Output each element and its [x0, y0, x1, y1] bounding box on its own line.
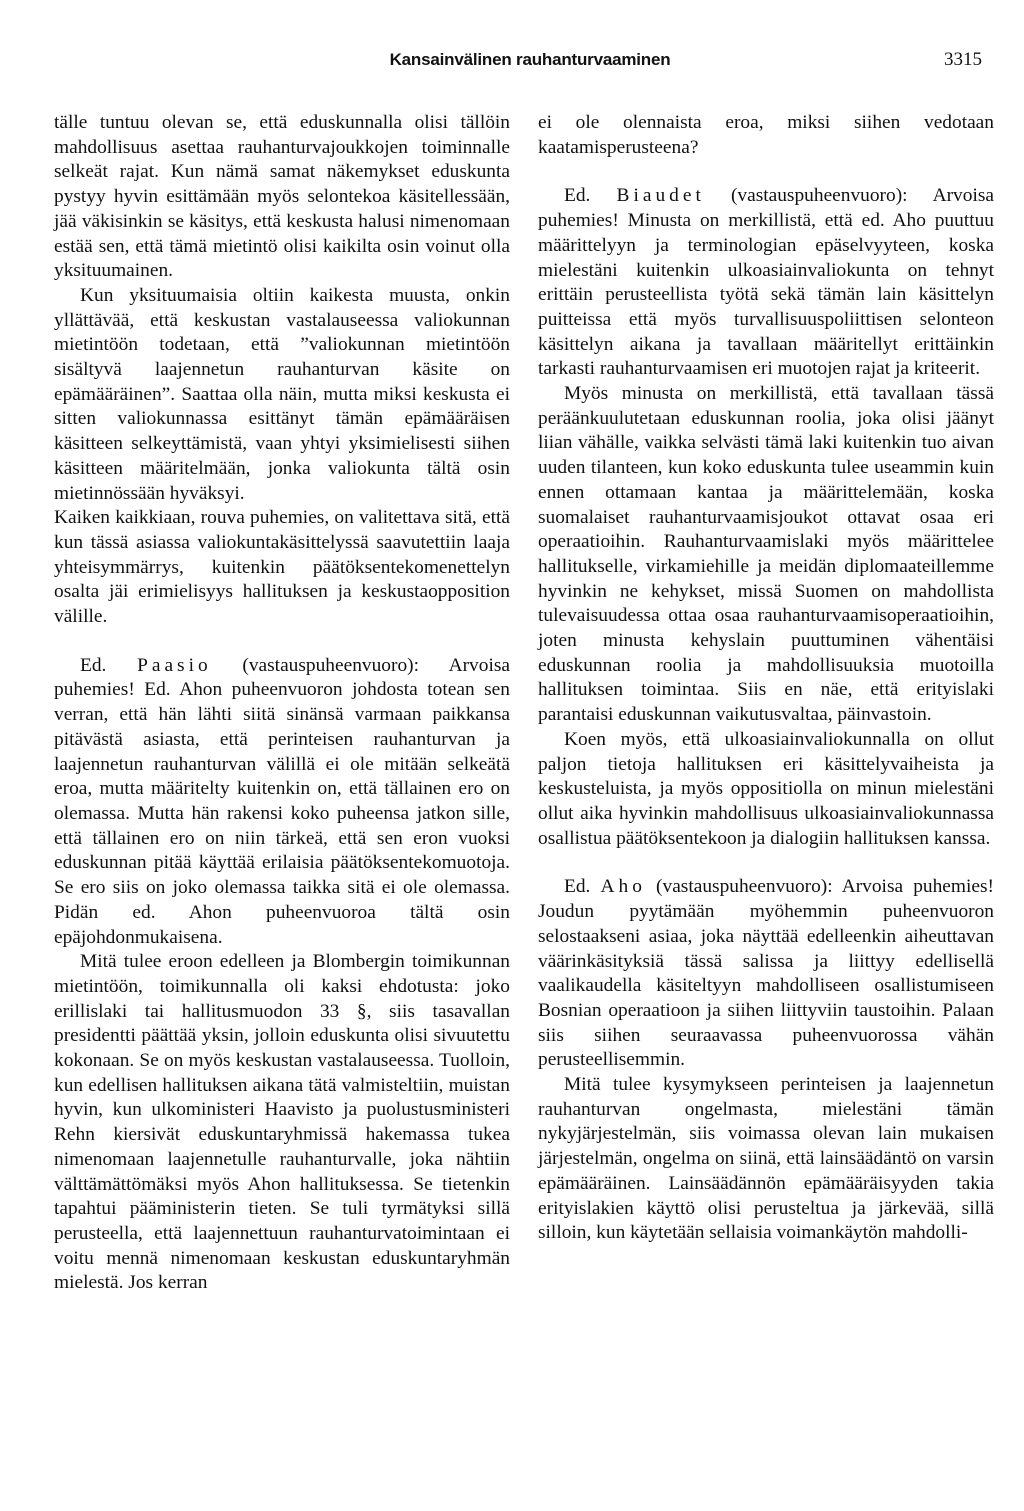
left-paragraph-1: tälle tuntuu olevan se, että eduskunnalla olisi tällöin mahdollisuus asettaa rauhanturvajoukkojen toiminnalle selkeät rajat. Kun nämä samat näkemykset eduskunta pystyy hyvin esittämään myös selontekoa käsitellessään, jää väkisinkin se käsitys, että keskusta halusi nimenomaan estää sen, että tämä mietintö olisi kaikilta osin voinut olla yksituumainen.: [54, 112, 510, 282]
page-header: [0, 50, 1024, 80]
left-paragraph-3: Kaiken kaikkiaan, rouva puhemies, on valitettava sitä, että kun tässä asiassa valiokuntakäsittelyssä saavutettiin laaja yhteisymmärrys, kuitenkin päätöksentekomenettelyn osalta jäi erimielisyys hallituksen ja keskustaopposition välille.: [54, 507, 510, 628]
speech-paasio: [54, 654, 510, 950]
speaker-name-paasio: Paasio: [137, 654, 212, 676]
page-number: 3315: [944, 49, 982, 70]
speech-text: (vastauspuheenvuoro): Arvoisa puhemies! Ed. Ahon puheenvuoron johdosta totean sen verran, että hän lähti siitä sinänsä varmaan paikkansa pitävästä asiasta, että perinteisen rauhanturvan ja laajennetun rauhanturvan välillä ei ole mitään selkeätä eroa, mutta määritelty kuitenkin on, että tällainen ero on olemassa. Mutta hän rakensi koko puheensa jatkon sille, että tällainen ero on niin tärkeä, että sen eron vuoksi eduskunnan pitää käyttää erilaisia päätöksentekomuotoja. Se ero siis on joko olemassa taikka sitä ei ole olemassa. Pidän ed. Ahon puheenvuoroa tältä osin epäjohdonmukaisena.: [54, 654, 510, 948]
speaker-name-biaudet: Biaudet: [616, 185, 705, 207]
speech-text: (vastauspuheenvuoro): Arvoisa puhemies! Minusta on merkillistä, että ed. Aho puuttuu määrittelyyn ja terminologian epäselvyyteen, koska mielestäni kuitenkin ulkoasiainvaliokunta on tehnyt erittäin perusteellista työtä sekä tämän lain käsittelyn puitteissa että myös turvallisuuspoliittisen selonteon käsittelyn aikana ja tavallaan määritellyt erittäinkin tarkasti rauhanturvaamisen eri muotojen rajat ja kriteerit.: [538, 185, 994, 380]
running-title: Kansainvälinen rauhanturvaaminen: [389, 50, 671, 69]
speaker-name-aho: Aho: [600, 876, 646, 898]
right-column: [538, 111, 994, 1246]
speech-aho: [538, 875, 994, 1073]
speech-prefix: Ed.: [564, 876, 601, 898]
right-paragraph-3: Myös minusta on merkillistä, että tavallaan tässä peräänkuulutetaan eduskunnan roolia, joka olisi jäänyt liian vähälle, vaikka selvästi tämä laki kuitenkin tuo aivan uuden tilanteen, kun koko eduskunta tulee useammin kuin ennen ottamaan kantaa ja määrittelemään, koska suomalaiset rauhanturvaamisjoukot ottavat osaa eri operaatioihin. Rauhanturvaamislaki myös määrittelee hallitukselle, virkamiehille ja meidän diplomaateillemme hyvinkin ne kehykset, missä Suomen on mahdollista tulevaisuudessa ottaa osaa rauhanturvaamisoperaatioihin, joten minusta kehyslain puuttuminen vähentäisi eduskunnan roolia ja mahdollisuuksia muotoilla hallituksen toimintaa. Siis en näe, että erityislaki parantaisi eduskunnan vaikutusvaltaa, päinvastoin.: [538, 383, 994, 726]
speech-text: (vastauspuheenvuoro): Arvoisa puhemies! Joudun pyytämään myöhemmin puheenvuoron selostaakseni asiaa, joka näyttää edelleenkin aiheuttavan väärinkäsityksiä tässä salissa ja liittyy edellisellä vaalikaudella käsiteltyyn mahdolliseen osallistumiseen Bosnian operaatioon ja siihen liittyviin taustoihin. Palaan siis siihen seuraavassa puheenvuorossa vähän perusteellisemmin.: [538, 876, 994, 1071]
speech-biaudet: [538, 184, 994, 382]
right-paragraph-4: Koen myös, että ulkoasiainvaliokunnalla on ollut paljon tietoja hallituksen eri käsittelyvaiheista ja keskusteluista, ja myös oppositiolla on minun mielestäni ollut aika hyvinkin mahdollisuus ulkoasiainvaliokunnassa osallistua päätöksentekoon ja dialogiin hallituksen kanssa.: [538, 728, 994, 849]
speech-prefix: Ed.: [80, 654, 138, 676]
left-paragraph-5: Mitä tulee eroon edelleen ja Blombergin toimikunnan mietintöön, toimikunnalla oli kaksi ehdotusta: joko erillislaki tai hallitusmuodon 33 §, siis tasavallan presidentti päättää yksin, jolloin eduskunta olisi sivuutettu kokonaan. Se on myös keskustan vastalauseessa. Tuolloin, kun edellisen hallituksen aikana tätä valmisteltiin, muistan hyvin, kun ulkoministeri Haavisto ja puolustusministeri Rehn kiersivät eduskuntaryhmissä hakemassa tukea nimenomaan laajennetulle rauhanturvalle, joka nähtiin välttämättömäksi myös Ahon hallituksessa. Se tietenkin tapahtui pääministerin tieten. Se tuli tyrmätyksi sillä perusteella, että laajennettuun rauhanturvatoimintaan ei voitu mennä nimenomaan keskustan eduskuntaryhmän mielestä. Jos kerran: [54, 951, 510, 1294]
right-paragraph-6: Mitä tulee kysymykseen perinteisen ja laajennetun rauhanturvan ongelmasta, mielestäni tämän nykyjärjestelmän, siis voimassa olevan lain mukaisen järjestelmän, ongelma on siinä, että lainsäädäntö on varsin epämääräinen. Lainsäädännön epämääräisyyden takia erityislakien käyttö olisi perusteltua ja järkevää, sillä silloin, kun käytetään sellaisia voimankäytön mahdolli-: [538, 1074, 994, 1244]
left-paragraph-2: Kun yksituumaisia oltiin kaikesta muusta, onkin yllättävää, että keskustan vastalauseessa valiokunnan mietintöön todetaan, että ”valiokunnan mietintöön sisältyvä laajennetun rauhanturvan käsite on epämääräinen”. Saattaa olla näin, mutta miksi keskusta ei sitten valiokunnassa esittänyt tämän epämääräisen käsitteen selkeyttämistä, vaan yhtyi yksimielisesti siihen käsitteen määritelmään, jonka valiokunta tältä osin mietinnössään hyväksyi.: [54, 284, 510, 504]
right-paragraph-1: ei ole olennaista eroa, miksi siihen vedotaan kaatamisperusteena?: [538, 112, 994, 158]
left-column: [54, 111, 510, 1296]
speech-prefix: Ed.: [564, 185, 617, 207]
